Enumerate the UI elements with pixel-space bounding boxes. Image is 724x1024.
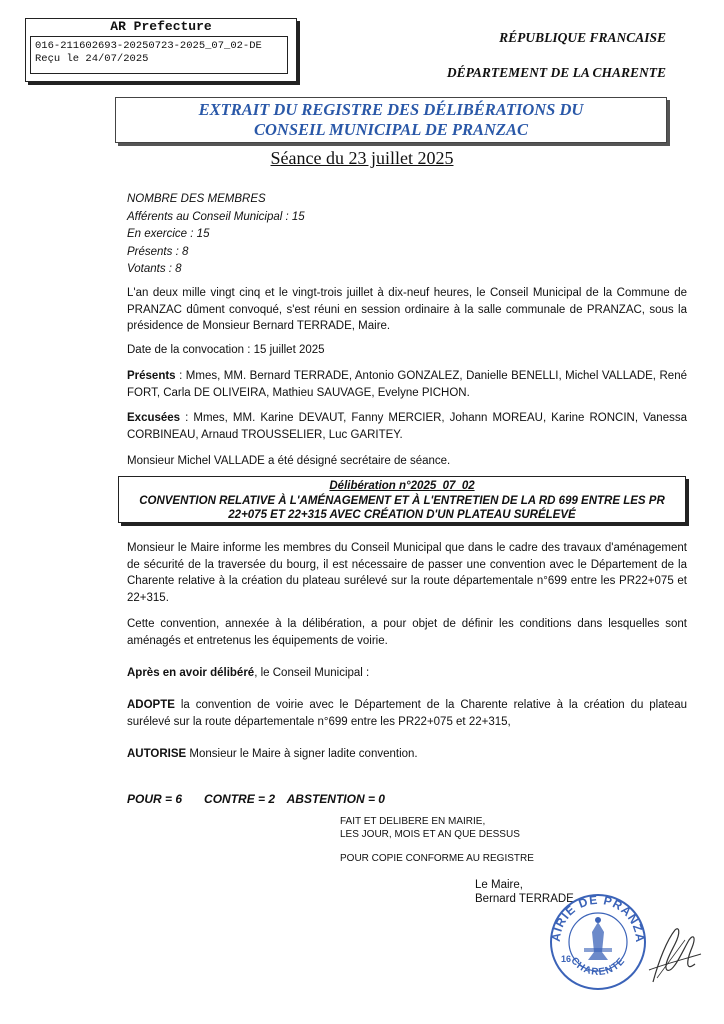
- prefecture-ref: 016-211602693-20250723-2025_07_02-DE: [35, 40, 262, 52]
- handwritten-signature-icon: [645, 920, 705, 995]
- mayor-name: Bernard TERRADE: [475, 893, 574, 905]
- adopte-text: la convention de voirie avec le Département de la Charente relative à la création du plateau surélevé sur la route départementale n°699 entre les PR22+075 et 22+315,: [127, 699, 687, 728]
- copie-conforme: POUR COPIE CONFORME AU REGISTRE: [340, 853, 534, 864]
- fait-line2: LES JOUR, MOIS ET AN QUE DESSUS: [340, 829, 520, 840]
- body-paragraph-1: Monsieur le Maire informe les membres du Conseil Municipal que dans le cadre des travaux d'aménagement de sécurité de la traversée du bourg, il est nécessaire de passer une convention avec le Département de la Charente relative à la création du plateau surélevé sur la route départementale n°699 entre les PR22+075 et 22+315.: [127, 542, 687, 604]
- deliberation-subject-line1: CONVENTION RELATIVE À L'AMÉNAGEMENT ET À L'ENTRETIEN DE LA RD 699 ENTRE LES PR: [139, 494, 665, 507]
- vote-contre: CONTRE = 2: [204, 792, 276, 806]
- adopte-paragraph: [127, 697, 687, 730]
- autorise-paragraph: [127, 746, 687, 763]
- municipal-seal-icon: [548, 892, 648, 997]
- mayor-title: Le Maire,: [475, 879, 523, 891]
- svg-text:MAIRIE DE PRANZAC: AIRIE DE PRANZA: [548, 892, 648, 944]
- vote-abstention: ABSTENTION = 0: [286, 792, 385, 806]
- prefecture-stamp: [25, 18, 297, 82]
- members-count: [127, 191, 305, 279]
- register-title-box: [115, 97, 667, 143]
- presents-list: : Mmes, MM. Bernard TERRADE, Antonio GONZALEZ, Danielle BENELLI, Michel VALLADE, René FORT, Carla DE OLIVEIRA, Mathieu SAUVAGE, Evelyne PICHON.: [127, 370, 687, 399]
- svg-text:16: 16: [561, 954, 572, 964]
- excusees-label: Excusées: [127, 412, 181, 424]
- members-votants: Votants : 8: [127, 263, 182, 275]
- adopte-label: ADOPTE: [127, 699, 175, 711]
- autorise-label: AUTORISE: [127, 748, 187, 760]
- fait-line1: FAIT ET DELIBERE EN MAIRIE,: [340, 816, 486, 827]
- excusees-paragraph: [127, 410, 687, 443]
- vote-pour: POUR = 6: [127, 792, 183, 806]
- excusees-list: : Mmes, MM. Karine DEVAUT, Fanny MERCIER, Johann MOREAU, Karine RONCIN, Vanessa CORBINEAU, Arnaud TROUSSELIER, Luc GARITEY.: [127, 412, 687, 441]
- vote-results: [127, 792, 387, 806]
- deliberation-box: [118, 476, 686, 523]
- members-exercice: En exercice : 15: [127, 228, 210, 240]
- deliberation-subject-line2: 22+075 ET 22+315 AVEC CRÉATION D'UN PLATEAU SURÉLEVÉ: [228, 509, 576, 521]
- prefecture-received: Reçu le 24/07/2025: [35, 53, 149, 65]
- svg-text:CHARENTE: CHARENTE: [568, 955, 628, 979]
- register-title-line1: EXTRAIT DU REGISTRE DES DÉLIBÉRATIONS DU: [198, 100, 584, 119]
- deliberation-number: Délibération n°2025_07_02: [329, 480, 475, 492]
- republique-header: RÉPUBLIQUE FRANCAISE: [499, 30, 666, 45]
- autorise-text: Monsieur le Maire à signer ladite convention.: [186, 748, 418, 760]
- members-heading: NOMBRE DES MEMBRES: [127, 193, 266, 205]
- deliberated-label: Après en avoir délibéré: [127, 667, 255, 679]
- body-paragraph-3: [127, 665, 687, 682]
- prefecture-title: AR Prefecture: [110, 19, 212, 34]
- members-afferents: Afférents au Conseil Municipal : 15: [127, 210, 305, 223]
- deliberated-rest: , le Conseil Municipal :: [254, 667, 370, 679]
- fait-delibere: [340, 815, 520, 841]
- secretaire-line: Monsieur Michel VALLADE a été désigné secrétaire de séance.: [127, 455, 451, 467]
- register-title-line2: CONSEIL MUNICIPAL DE PRANZAC: [254, 120, 528, 139]
- departement-header: DÉPARTEMENT DE LA CHARENTE: [446, 65, 666, 80]
- convocation-date: Date de la convocation : 15 juillet 2025: [127, 344, 325, 356]
- members-presents: Présents : 8: [127, 245, 189, 258]
- presents-paragraph: [127, 368, 687, 401]
- seance-date: Séance du 23 juillet 2025: [270, 148, 454, 168]
- intro-paragraph: L'an deux mille vingt cinq et le vingt-trois juillet à dix-neuf heures, le Conseil Municipal de la Commune de PRANZAC dûment convoqué, s'est réuni en session ordinaire à la salle communale de PRANZAC, sous la présidence de Monsieur Bernard TERRADE, Maire.: [127, 287, 687, 332]
- body-paragraph-2: Cette convention, annexée à la délibération, a pour objet de définir les conditions dans lesquelles sont aménagés et entretenus les équipements de voirie.: [127, 618, 687, 647]
- presents-label: Présents: [127, 370, 176, 382]
- prefecture-reference-box: [30, 36, 288, 74]
